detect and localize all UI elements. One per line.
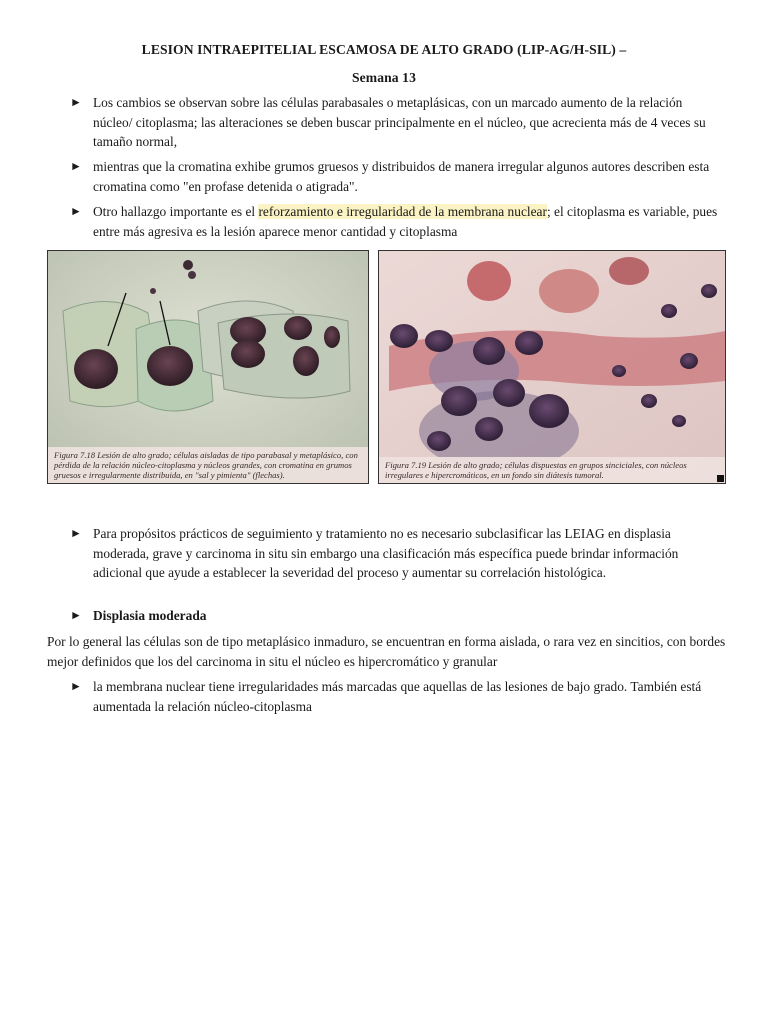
bullet-arrow-icon: ► [70,608,82,622]
bullet-item: Los cambios se observan sobre las células parabasales o metaplásicas, con un marcado aumento de la relación núcleo/ citoplasma; las alteraciones se deben buscar principalmente en el núcleo, que acrecienta más de 4 veces su tamaño normal, [93,95,706,149]
bullet-arrow-icon: ► [70,204,82,218]
figure-caption: Figura 7.18 Lesión de alto grado; células aisladas de tipo parabasal y metaplásico, con pérdida de la relación núcleo-citoplasma y núcleos grandes, con cromatina en grumos gruesos e irregularmente distribuida, en "sal y pimienta" (flechas). [48,447,368,483]
bullet-arrow-icon: ► [70,159,82,173]
section-heading: Displasia moderada [93,608,207,623]
page-title: LESION INTRAEPITELIAL ESCAMOSA DE ALTO GRADO (LIP-AG/H-SIL) – [141,42,627,57]
figure-caption: Figura 7.19 Lesión de alto grado; células dispuestas en grupos sinciciales, con núcleos irregulares e hipercromáticos, en un fondo sin diátesis tumoral. [379,457,725,483]
bullet-item: Para propósitos prácticos de seguimiento y tratamiento no es necesario subclasificar las LEIAG en displasia moderada, grave y carcinoma in situ sin embargo una clasificación más específica puede brindar información adicional que ayude a establecer la severidad del proceso y aumentar su correlación histológica. [93,526,679,580]
bullet-arrow-icon: ► [70,679,82,693]
bullet-text: ; el citoplasma es variable, pues entre más agresiva es la lesión aparece menor cantidad y citoplasma [93,204,718,239]
bullet-item: la membrana nuclear tiene irregularidades más marcadas que aquellas de las lesiones de bajo grado. También está aumentada la relación núcleo-citoplasma [93,679,702,714]
page-subtitle: Semana 13 [352,70,416,85]
bullet-arrow-icon: ► [70,95,82,109]
corner-mark [717,475,724,482]
bullet-item [93,202,725,241]
figure-micrograph-1 [47,250,369,484]
bullet-arrow-icon: ► [70,526,82,540]
micrograph-2-image [379,251,725,483]
figure-micrograph-2 [378,250,726,484]
bullet-item: mientras que la cromatina exhibe grumos gruesos y distribuidos de manera irregular algunos autores describen esta cromatina como "en profase detenida o atigrada". [93,159,710,194]
highlighted-text: reforzamiento e irregularidad de la membrana nuclear [258,204,547,219]
bullet-text: Otro hallazgo importante es el [93,204,259,219]
body-paragraph: Por lo general las células son de tipo metaplásico inmaduro, se encuentran en forma aislada, o rara vez en sincitios, con bordes mejor definidos que los del carcinoma in situ el núcleo es hipercromático y granular [47,634,726,669]
